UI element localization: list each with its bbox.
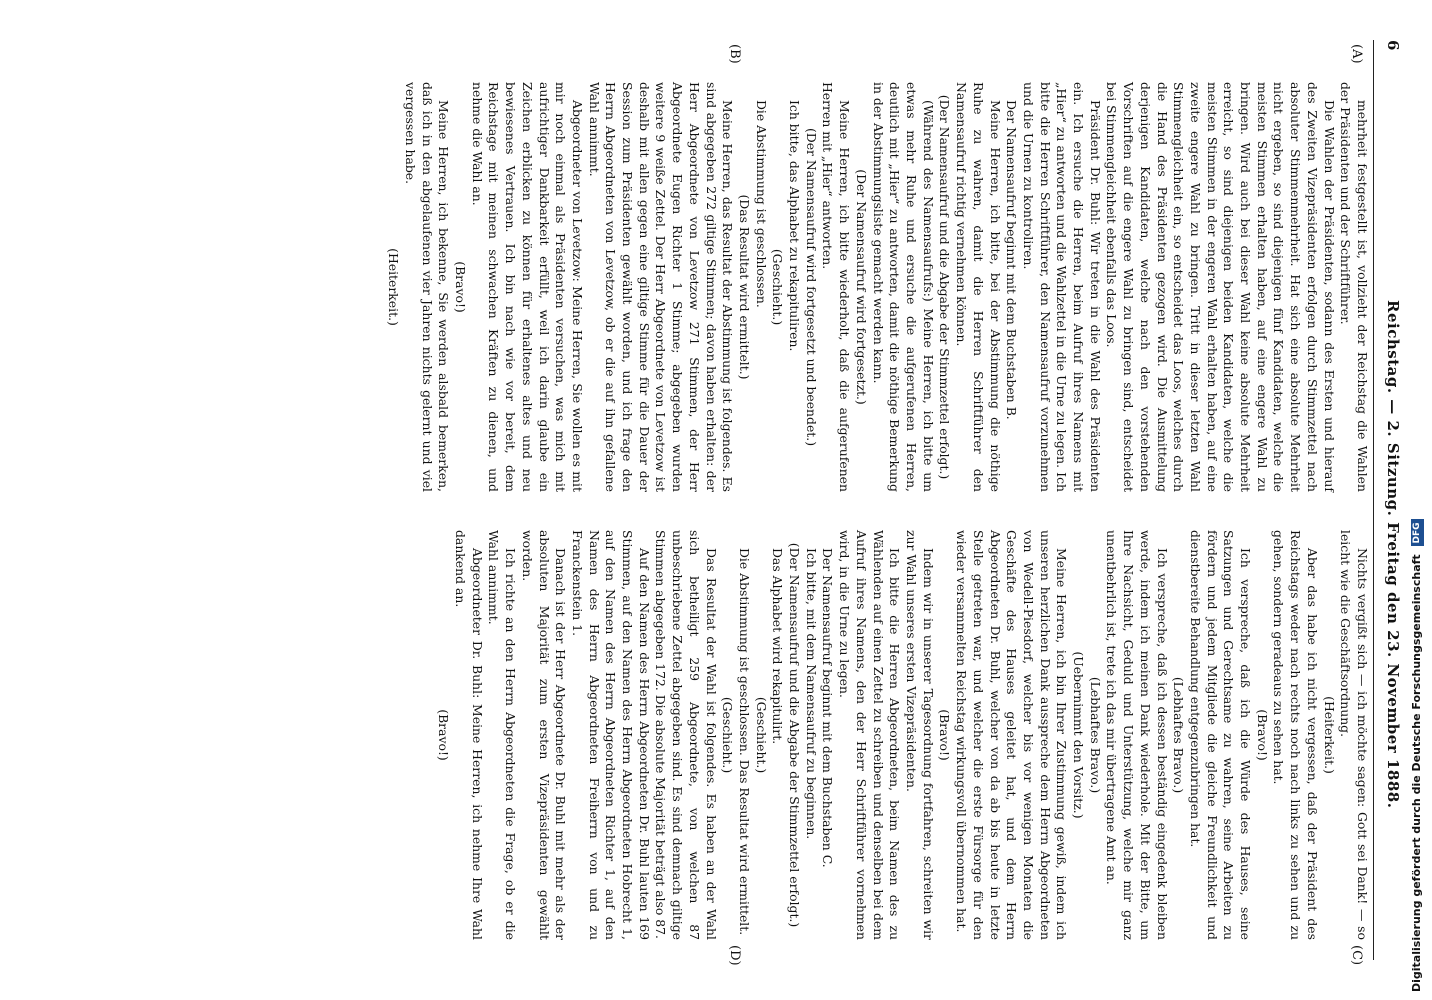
paragraph: Meine Herren, ich bekenne, Sie werden alsbald bemerken, daß ich in den abgelaufenen vier Jahren nichts gelernt und viel vergessen habe. [402,82,452,492]
paragraph: (Der Namensaufruf wird fortgesetzt.) [853,169,869,405]
dfg-logo-icon: DFG [1411,519,1424,546]
paragraph: Meine Herren, ich bitte, bei der Abstimmung die nöthige Ruhe zu wahren, damit die Herren Schriftführer den Namensaufruf richtig vernehmen können. [954,82,1003,492]
paragraph: (Heiterkeit.) [1321,696,1337,774]
paragraph: (Heiterkeit.) [386,248,402,326]
paragraph: Ich verspreche, daß ich dessen beständig eingedenk bleiben werde, indem ich meinen Dank wiederhole. Mit der Bitte, um Ihre Nachsicht, Geduld und Unterstützung, welche mir ganz unentbehrlich ist, trete ich das mir übertragene Amt an. [1104,530,1170,940]
running-title: Reichstag. — 2. Sitzung. Freitag den 23. November 1888. [1384,300,1402,809]
page-number: 6 [1384,40,1402,51]
paragraph: (Geschieht.) [753,696,769,774]
paragraph: mehrheit festgestellt ist, vollzieht der Reichstag die Wahlen der Präsidenten und der Schriftführer. [1338,82,1370,492]
paragraph: Ich bitte, mit dem Namensaufruf zu beginnen. [803,548,819,840]
paragraph: Die Abstimmung ist geschlossen. Das Resultat wird ermittelt. [736,548,752,936]
header-rule [1373,40,1374,960]
paragraph: (Bravo!) [436,709,452,761]
margin-mark-a: (A) [1349,44,1364,64]
credit-text: Digitalisierung gefördert durch die Deutsche Forschungsgemeinschaft [1410,554,1423,992]
paragraph: (Geschieht.) [720,696,736,774]
paragraph: Der Namensaufruf beginnt mit dem Buchstaben C. [820,548,836,868]
paragraph: Ich verspreche, daß ich die Würde des Hauses, seine Satzungen und Gerechtsame zu wahren, seine Arbeiten zu fördern und jedem Mitgliede die gleiche Freundlichkeit und dienstbereite Behandlung entgegenzubringen hat. [1187,530,1254,940]
paragraph: Nichts vergißt sich — ich möchte sagen: Gott sei Dank! — so leicht wie die Geschäftsordnung. [1338,530,1370,940]
paragraph: Abgeordneter Dr. Buhl: Meine Herren, ich nehme Ihre Wahl dankend an. [453,530,485,940]
paragraph: Indem wir in unserer Tagesordnung fortfahren, schreiten wir zur Wahl unseres ersten Vizepräsidenten. [904,530,936,940]
paragraph: Auf den Namen des Herrn Abgeordneten Dr. Buhl lauten 169 Stimmen, auf den Namen des Herrn Abgeordneten Hobrecht 1, auf den Namen des Herrn Abgeordneten Richter 1, auf den Namen des Herrn Abgeordneten Freiherrn von und zu Franckenstein 1. [569,530,652,940]
paragraph: (Während des Namensaufrufs:) Meine Herren, ich bitte um etwas mehr Ruhe und ersuche die aufgerufenen Herren, deutlich mit „Hier“ zu antworten, damit die nöthige Bemerkung in der Abstimmungsliste gemacht werden kann. [870,82,936,492]
margin-mark-d: (D) [727,945,742,966]
paragraph: (Uebernimmt den Vorsitz.) [1071,651,1087,819]
paragraph: Der Namensaufruf beginnt mit dem Buchstaben B. [1004,100,1020,420]
paragraph: Meine Herren, das Resultat der Abstimmung ist folgendes. Es sind abgegeben 272 giltige Stimmen; davon haben erhalten: der Herr Abgeordnete von Levetzow 271 Stimmen, der Herr Abgeordnete Eugen Richter 1 Stimme; abgegeben wurden weitere 9 weiße Zettel. Der Herr Abgeordnete von Levetzow ist deshalb mit allen gegen eine giltige Stimme für die Dauer der Session zum Präsidenten gewählt worden, und ich frage den Herrn Abgeordneten von Levetzow, ob er die auf ihn gefallene Wahl annimmt. [586,82,736,492]
paragraph: Meine Herren, ich bitte wiederholt, daß die aufgerufenen Herren mit „Hier“ antworten. [820,82,853,492]
paragraph: (Geschieht.) [770,248,786,326]
paragraph: Aber das habe ich nicht vergessen, daß der Präsident des Reichstags weder nach rechts noch nach links zu sehen und zu gehen, sondern geradeaus zu sehen hat. [1271,530,1320,940]
paragraph: (Lebhaftes Bravo.) [1171,676,1187,794]
paragraph: (Der Namensaufruf und die Abgabe der Stimmzettel erfolgt.) [937,94,953,480]
paragraph: (Der Namensaufruf wird fortgesetzt und beendet.) [803,127,819,447]
paragraph: Meine Herren, ich bin Ihrer Zustimmung gewiß, indem ich unseren herzlichen Dank ausspreche dem Herrn Abgeordneten von Wedell-Piesdorf, welcher bis vor wenigen Monaten die Geschäfte des Hauses geleitet hat, und dem Herrn Abgeordneten Dr. Buhl, welcher von da ab bis heute in letzte Stelle getreten war, und welcher die erste Fürsorge für den wieder versammelten Reichstag wirkungsvoll übernommen hat. [954,530,1070,940]
left-column [385,82,1370,492]
paragraph: (Bravo!) [1254,709,1270,761]
paragraph: Ich bitte die Herren Abgeordneten, beim Namen des zu Wählenden auf einen Zettel zu schreiben und denselben bei dem Aufruf ihres Namens, den der Herr Schriftführer vornehmen wird, in die Urne zu legen. [837,530,903,940]
paragraph: Die Abstimmung ist geschlossen. [753,100,769,308]
margin-mark-b: (B) [727,44,742,64]
paragraph: Ich bitte, das Alphabet zu rekapituliren. [787,100,803,352]
right-column [435,530,1370,940]
paragraph: Das Resultat der Wahl ist folgendes. Es haben an der Wahl sich betheiligt 259 Abgeordnete, von welchen 87 unbeschriebene Zettel abgegeben sind. Es sind demnach giltige Stimmen abgegeben 172. Die absolute Majorität beträgt also 87. [653,530,719,940]
paragraph: (Lebhaftes Bravo.) [1087,676,1103,794]
paragraph: (Das Resultat wird ermittelt.) [736,194,752,380]
paragraph: (Bravo!) [453,261,469,313]
page-header [1376,40,1402,960]
paragraph: Das Alphabet wird rekapitulirt. [770,548,786,745]
paragraph: Ich richte an den Herrn Abgeordneten die Frage, ob er die Wahl annimmt. [486,530,519,940]
paragraph: (Der Namensaufruf und die Abgabe der Stimmzettel erfolgt.) [787,542,803,928]
paragraph: Danach ist der Herr Abgeordnete Dr. Buhl mit mehr als der absoluten Majorität zum ersten Vizepräsidenten gewählt worden. [519,530,569,940]
margin-mark-c: (C) [1349,945,1364,966]
paragraph: Abgeordneter von Levetzow: Meine Herren, Sie wollen es mit mir noch einmal als Präsidenten versuchen, was mich mit aufrichtiger Dankbarkeit erfüllt, weil ich darin glaube ein Zeichen erblicken zu können für erhaltenes altes und neu bewiesenes Vertrauen. Ich bin nach wie vor bereit, dem Reichstage mit meinen schwachen Kräften zu dienen, und nehme die Wahl an. [469,82,585,492]
paragraph: Präsident Dr. Buhl: Wir treten in die Wahl des Präsidenten ein. Ich ersuche die Herren, beim Aufruf ihres Namens mit „Hier“ zu antworten und die Wahlzettel in die Urne zu legen. Ich bitte die Herren Schriftführer, den Namensaufruf vorzunehmen und die Urnen zu kontroliren. [1020,82,1103,492]
paragraph: Die Wahlen der Präsidenten, sodann des Ersten und hierauf des Zweiten Vizepräsidenten erfolgen durch Stimmzettel nach absoluter Stimmenmehrheit. Hat sich eine absolute Mehrheit nicht ergeben, so sind diejenigen fünf Kandidaten, welche die meisten Stimmen erhalten haben, auf eine engere Wahl zu bringen. Wird auch bei dieser Wahl keine absolute Mehrheit erreicht, so sind diejenigen beiden Kandidaten, welche die meisten Stimmen in der engeren Wahl erhalten haben, auf eine zweite engere Wahl zu bringen. Tritt in dieser letzten Wahl Stimmengleichheit ein, so entscheidet das Loos, welches durch die Hand des Präsidenten gezogen wird. Die Ausmittelung derjenigen Kandidaten, welche nach den vorstehenden Vorschriften auf die engere Wahl zu bringen sind, entscheidet bei Stimmengleichheit ebenfalls das Loos. [1104,82,1337,492]
digitization-credit [1404,0,1430,1000]
paragraph: (Bravo!) [937,709,953,761]
